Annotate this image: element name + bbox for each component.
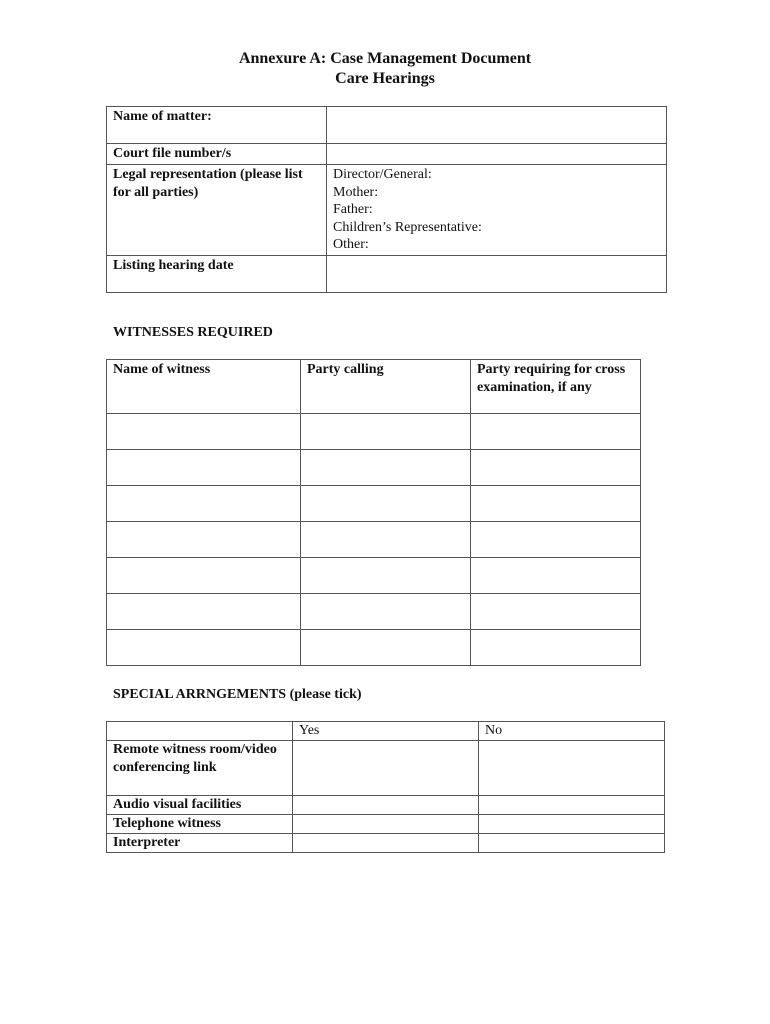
document-subtitle: Care Hearings: [335, 70, 435, 87]
name-of-matter-field[interactable]: [327, 107, 667, 144]
party-calling-cell[interactable]: [301, 414, 471, 450]
party-requiring-cell[interactable]: [471, 522, 641, 558]
column-header-yes: Yes: [293, 722, 479, 741]
witness-name-cell[interactable]: [107, 414, 301, 450]
court-file-number-label: Court file number/s: [107, 144, 327, 165]
witness-row: [107, 630, 641, 666]
party-requiring-cell[interactable]: [471, 558, 641, 594]
party-calling-cell[interactable]: [301, 630, 471, 666]
witness-row: [107, 558, 641, 594]
party-requiring-cell[interactable]: [471, 594, 641, 630]
remote-witness-yes-checkbox[interactable]: [293, 741, 479, 796]
special-arrangements-table: [106, 721, 665, 853]
party-requiring-cell[interactable]: [471, 486, 641, 522]
witnesses-heading: WITNESSES REQUIRED: [113, 325, 273, 340]
listing-hearing-date-field[interactable]: [327, 255, 667, 292]
audio-visual-no-checkbox[interactable]: [479, 796, 665, 815]
party-calling-cell[interactable]: [301, 486, 471, 522]
legal-representation-label: Legal representation (please list for all parties): [107, 165, 327, 256]
column-header-blank: [107, 722, 293, 741]
column-header-name-of-witness: Name of witness: [107, 360, 301, 414]
witness-row: [107, 594, 641, 630]
legal-representation-field[interactable]: [327, 165, 667, 256]
interpreter-no-checkbox[interactable]: [479, 834, 665, 853]
audio-visual-yes-checkbox[interactable]: [293, 796, 479, 815]
special-arrangements-heading: SPECIAL ARRNGEMENTS (please tick): [113, 687, 362, 702]
listing-hearing-date-label: Listing hearing date: [107, 255, 327, 292]
column-header-party-calling: Party calling: [301, 360, 471, 414]
party-calling-cell[interactable]: [301, 450, 471, 486]
party-calling-cell[interactable]: [301, 522, 471, 558]
party-requiring-cell[interactable]: [471, 414, 641, 450]
party-requiring-cell[interactable]: [471, 450, 641, 486]
party-other: Other:: [333, 237, 369, 253]
party-requiring-cell[interactable]: [471, 630, 641, 666]
party-mother: Mother:: [333, 184, 379, 200]
telephone-witness-yes-checkbox[interactable]: [293, 815, 479, 834]
witnesses-table: [106, 359, 641, 666]
matter-details-table: [106, 106, 667, 293]
interpreter-yes-checkbox[interactable]: [293, 834, 479, 853]
party-director-general: Director/General:: [333, 167, 432, 182]
witness-row: [107, 522, 641, 558]
witness-name-cell[interactable]: [107, 522, 301, 558]
party-calling-cell[interactable]: [301, 558, 471, 594]
witness-row: [107, 486, 641, 522]
telephone-witness-no-checkbox[interactable]: [479, 815, 665, 834]
row-telephone-witness: Telephone witness: [107, 815, 293, 834]
name-of-matter-label: Name of matter:: [107, 107, 327, 144]
remote-witness-no-checkbox[interactable]: [479, 741, 665, 796]
witness-name-cell[interactable]: [107, 630, 301, 666]
witness-row: [107, 414, 641, 450]
party-childrens-representative: Children’s Representative:: [333, 219, 482, 235]
row-audio-visual: Audio visual facilities: [107, 796, 293, 815]
column-header-party-requiring: Party requiring for cross examination, if any: [471, 360, 641, 414]
party-father: Father:: [333, 202, 373, 218]
witness-name-cell[interactable]: [107, 594, 301, 630]
document-title: Annexure A: Case Management Document: [238, 50, 532, 67]
column-header-no: No: [479, 722, 665, 741]
witness-name-cell[interactable]: [107, 486, 301, 522]
row-remote-witness: Remote witness room/video conferencing link: [107, 741, 293, 796]
row-interpreter: Interpreter: [107, 834, 293, 853]
witness-name-cell[interactable]: [107, 558, 301, 594]
court-file-number-field[interactable]: [327, 144, 667, 165]
witness-row: [107, 450, 641, 486]
witness-name-cell[interactable]: [107, 450, 301, 486]
party-calling-cell[interactable]: [301, 594, 471, 630]
